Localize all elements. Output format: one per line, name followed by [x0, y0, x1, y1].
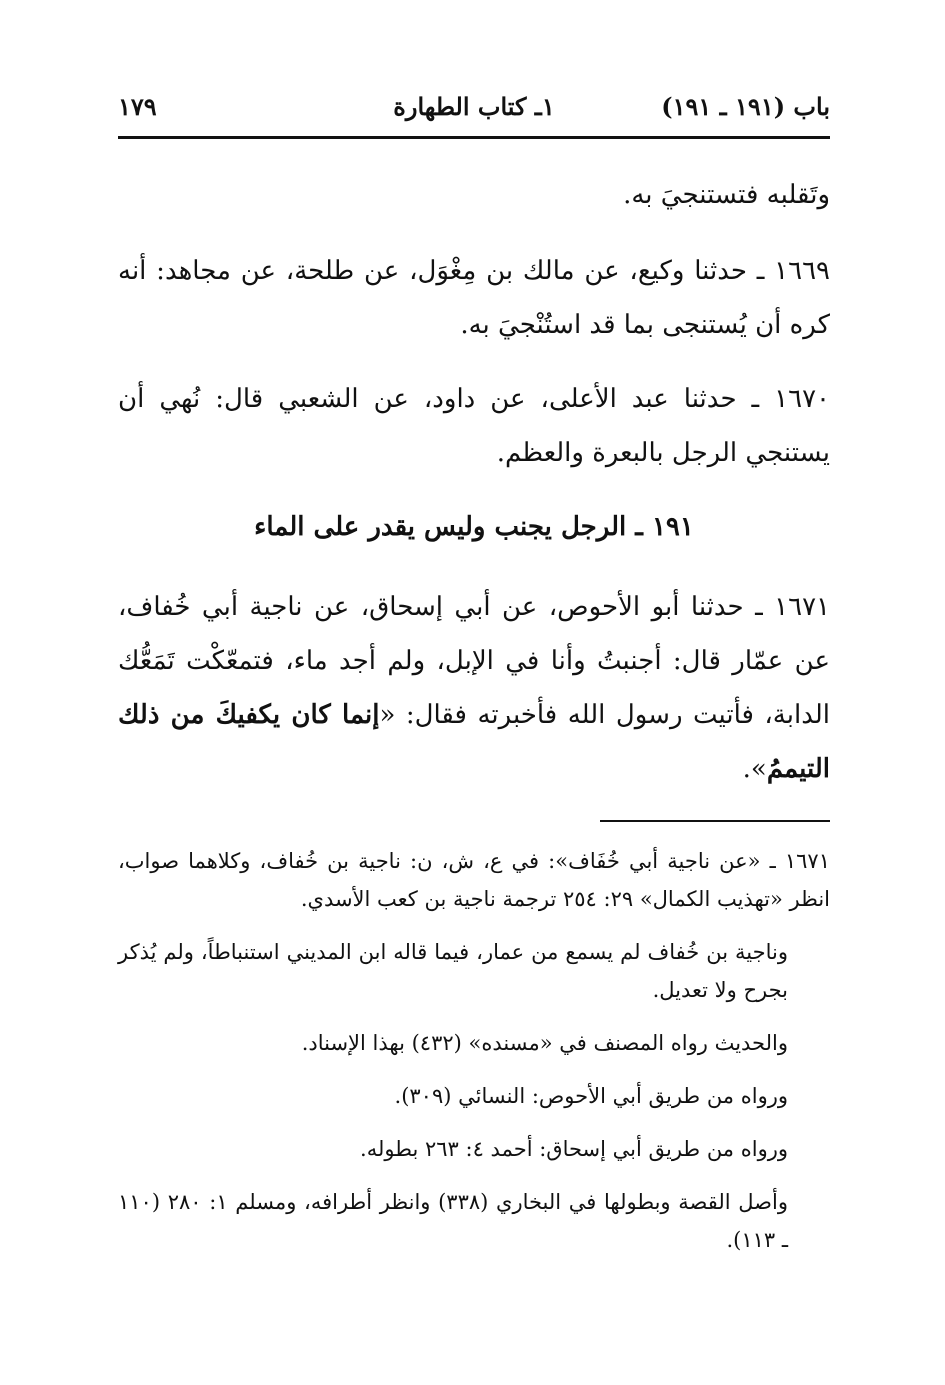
hadith-1669: ١٦٦٩ ـ حدثنا وكيع، عن مالك بن مِغْوَل، عن طلحة، عن مجاهد: أنه كره أن يُستنجى بما قد استُنْجيَ به. — [118, 256, 830, 340]
main-text — [118, 168, 830, 816]
header-rule — [118, 136, 830, 139]
hadith-1671-end: ». — [742, 754, 767, 784]
section-title: ١٩١ ـ الرجل يجنب وليس يقدر على الماء — [254, 512, 694, 542]
book-title: ١ـ كتاب الطهارة — [393, 92, 555, 121]
hadith-1671-text: ١٦٧١ ـ حدثنا أبو الأحوص، عن أبي إسحاق، عن ناجية أبي خُفاف، عن عمّار قال: أجنبتُ وأنا في الإبل، ولم أجد ماء، فتمعّكْت تَمَعُّك الدابة، فأتيت رسول الله فأخبرته فقال: « — [118, 592, 830, 730]
footnotes — [118, 842, 830, 1274]
chapter-range: باب (١٩١ ـ ١٩١) — [661, 92, 830, 121]
footnote-3: والحديث رواه المصنف في «مسنده» (٤٣٢) بهذا الإسناد. — [301, 1031, 788, 1055]
prophetic-quote: إنما كان يكفيكَ من ذلك التيممُ — [118, 700, 830, 784]
footnote-rule — [600, 820, 830, 822]
footnote-5: ورواه من طريق أبي إسحاق: أحمد ٤: ٢٦٣ بطوله. — [360, 1137, 788, 1161]
hadith-1671 — [118, 580, 830, 796]
page-number: ١٧٩ — [118, 92, 157, 121]
hadith-1670: ١٦٧٠ ـ حدثنا عبد الأعلى، عن داود، عن الشعبي قال: نُهي أن يستنجي الرجل بالبعرة والعظم. — [118, 384, 830, 468]
paragraph-continuation: وتَقلبه فتستنجيَ به. — [623, 180, 830, 210]
footnote-2: وناجية بن خُفاف لم يسمع من عمار، فيما قاله ابن المديني استنباطاً، ولم يُذكر بجرح ولا تعديل. — [118, 940, 788, 1002]
footnote-4: ورواه من طريق أبي الأحوص: النسائي (٣٠٩). — [394, 1084, 788, 1108]
page-header — [118, 92, 830, 132]
footnote-6: وأصل القصة وبطولها في البخاري (٣٣٨) وانظر أطرافه، ومسلم ١: ٢٨٠ (١١٠ ـ ١١٣). — [118, 1190, 788, 1252]
footnote-1: ١٦٧١ ـ «عن ناجية أبي خُفَاف»: في ع، ش، ن: ناجية بن خُفاف، وكلاهما صواب، انظر «تهذيب الكمال» ٢٩: ٢٥٤ ترجمة ناجية بن كعب الأسدي. — [118, 849, 830, 911]
